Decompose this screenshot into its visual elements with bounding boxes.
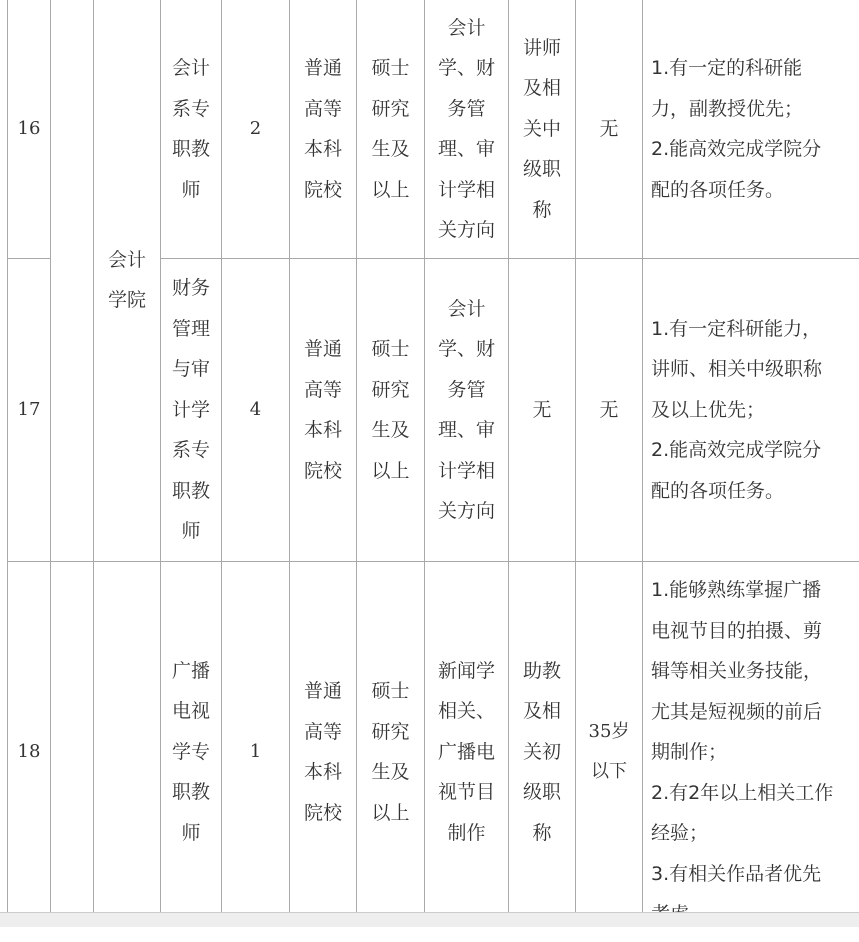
row-18-age: 35岁 以下 [588,720,630,782]
row-16-title: 讲师 及相 关中 级职 称 [522,36,561,221]
row-16-id: 16 [17,117,41,139]
row-17-age: 无 [599,398,619,421]
row-18-title: 助教 及相 关初 级职 称 [522,659,561,844]
row-16-degree: 硕士 研究 生及 以上 [371,57,410,201]
row-17-degree: 硕士 研究 生及 以上 [371,338,410,482]
row-16-other: 1.有一定的科研能 力，副教授优先； 2.能高效完成学院分 配的各项任务。 [651,57,822,201]
row-17-id: 17 [17,398,41,420]
row-17-title: 无 [532,398,552,421]
row-18-major: 新闻学 相关、 广播电 视节目 制作 [437,659,495,844]
row-18-other: 1.能够熟练掌握广播 电视节目的拍摄、剪 辑等相关业务技能， 尤其是短视频的前后 期制作； 2.有2年以上相关工作 经验； 3.有相关作品者优先 [651,579,834,885]
row-17-count: 4 [249,398,262,420]
row-18-id: 18 [17,740,41,762]
row-18-degree: 硕士 研究 生及 以上 [371,680,410,824]
row-16-age: 无 [599,117,619,140]
row-16-school: 普通 高等 本科 院校 [303,57,342,201]
row-16-major: 会计 学、财 务管 理、审 计学相 关方向 [437,16,495,241]
row-16-count: 2 [249,117,262,139]
row-18-position: 广播 电视 学专 职教 师 [171,659,210,844]
row-16-position: 会计 系专 职教 师 [171,57,210,201]
row-17-major: 会计 学、财 务管 理、审 计学相 关方向 [437,297,495,522]
row-18-count: 1 [249,740,262,762]
row-17-other: 1.有一定科研能力， 讲师、相关中级职称 及以上优先； 2.能高效完成学院分 配的各项任务。 [651,317,823,502]
dept-merged: 会计 学院 [107,248,146,311]
row-18-school: 普通 高等 本科 院校 [303,680,342,824]
row-17-school: 普通 高等 本科 院校 [303,338,342,482]
grid-line [50,0,51,926]
horizontal-scrollbar[interactable] [0,912,859,927]
row-17-position: 财务 管理 与审 计学 系专 职教 师 [171,277,210,543]
